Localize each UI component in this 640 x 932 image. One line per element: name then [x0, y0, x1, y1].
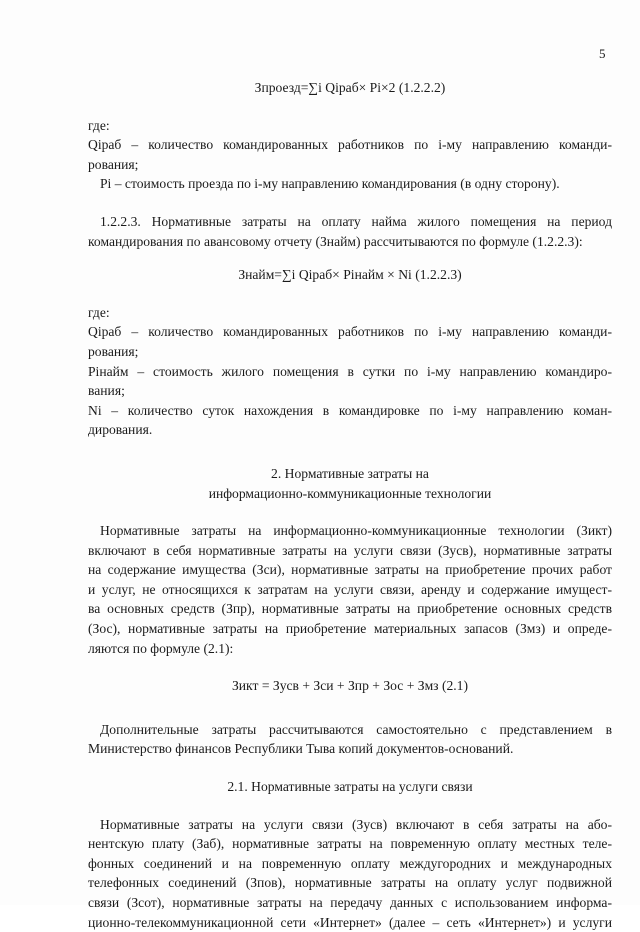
- formula-ikt: Зикт = Зусв + Зси + Зпр + Зос + Змз (2.1): [231, 678, 469, 694]
- paragraph-usv: [88, 815, 612, 932]
- where-label: где:: [88, 117, 110, 133]
- definition-p: Pi – стоимость проезда по i-му направлению командирования (в одну сторону).: [100, 176, 560, 192]
- paragraph-ikt-line: ва основных средств (Зпр), нормативные затраты на приобретение основных средств: [88, 601, 612, 617]
- paragraph-additional-line: Дополнительные затраты рассчитываются самостоятельно с представлением в: [100, 721, 612, 737]
- paragraph-1-2-2-3-line: 1.2.2.3. Нормативные затраты на оплату найма жилого помещения на период: [100, 213, 612, 229]
- definition-p-naim-line: вания;: [88, 383, 125, 399]
- definition-p-naim-line: Piнайм – стоимость жилого помещения в сутки по i-му направлению командиро-: [88, 363, 612, 379]
- paragraph-ikt-line: включают в себя нормативные затраты на услуги связи (Зусв), нормативные затраты: [88, 542, 612, 558]
- paragraph-usv-line: нентскую плату (Заб), нормативные затраты на повременную оплату местных теле-: [88, 836, 612, 852]
- paragraph-ikt-line: ляются по формуле (2.1):: [88, 640, 234, 656]
- paragraph-usv-line: фонных соединений и на повременную оплату междугородних и международных: [88, 855, 612, 871]
- paragraph-ikt-line: (Зос), нормативные затраты на приобретение материальных запасов (Змз) и опреде-: [88, 621, 612, 637]
- paragraph-1-2-2-3-line: командирования по авансовому отчету (Знайм) рассчитываются по формуле (1.2.2.3):: [88, 233, 583, 249]
- paragraph-additional-line: Министерство финансов Республики Тыва копий документов-оснований.: [88, 741, 514, 757]
- page-number: 5: [599, 46, 606, 61]
- definition-q-line: рования;: [88, 343, 139, 359]
- paragraph-ikt-line: на содержание имущества (Зси), нормативные затраты на приобретение прочих работ: [88, 562, 612, 578]
- definition-q-line: рования;: [88, 156, 139, 172]
- where-label: где:: [88, 304, 110, 320]
- paragraph-additional: [88, 720, 612, 759]
- paragraph-usv-line: телефонных соединений (Зпов), нормативные затраты на оплату услуг подвижной: [88, 875, 612, 891]
- formula-travel-cost: Зпроезд=∑i Qiраб× Pi×2 (1.2.2.2): [254, 80, 446, 95]
- section-2-heading-line: информационно-коммуникационные технологии: [208, 485, 492, 501]
- paragraph-ikt-line: и услуг, не относящихся к затратам на услуги связи, аренду и содержание имущест-: [88, 581, 612, 597]
- definition-q-line: Qiраб – количество командированных работников по i-му направлению команди-: [88, 324, 612, 340]
- definition-n-line: дирования.: [88, 422, 153, 438]
- formula-lodging-cost: Знайм=∑i Qiраб× Piнайм × Ni (1.2.2.3): [238, 267, 462, 283]
- paragraph-ikt: [88, 521, 612, 658]
- document-body: [88, 78, 612, 932]
- section-2-heading-line: 2. Нормативные затраты на: [271, 465, 429, 481]
- paragraph-ikt-line: Нормативные затраты на информационно-коммуникационные технологии (Зикт): [100, 523, 612, 539]
- definition-n-line: Ni – количество суток нахождения в командировке по i-му направлению коман-: [88, 402, 612, 418]
- paragraph-usv-line: связи (Зсот), нормативные затраты на передачу данных с использованием информа-: [88, 895, 612, 910]
- paragraph-usv-line: Нормативные затраты на услуги связи (Зусв) включают в себя затраты на або-: [100, 816, 612, 832]
- paragraph-usv-line: ционно-телекоммуникационной сети «Интернет» (далее – сеть «Интернет») и услуги: [88, 914, 612, 930]
- definition-q-line: Qiраб – количество командированных работников по i-му направлению команди-: [88, 137, 612, 153]
- section-2-1-heading: 2.1. Нормативные затраты на услуги связи: [227, 779, 473, 795]
